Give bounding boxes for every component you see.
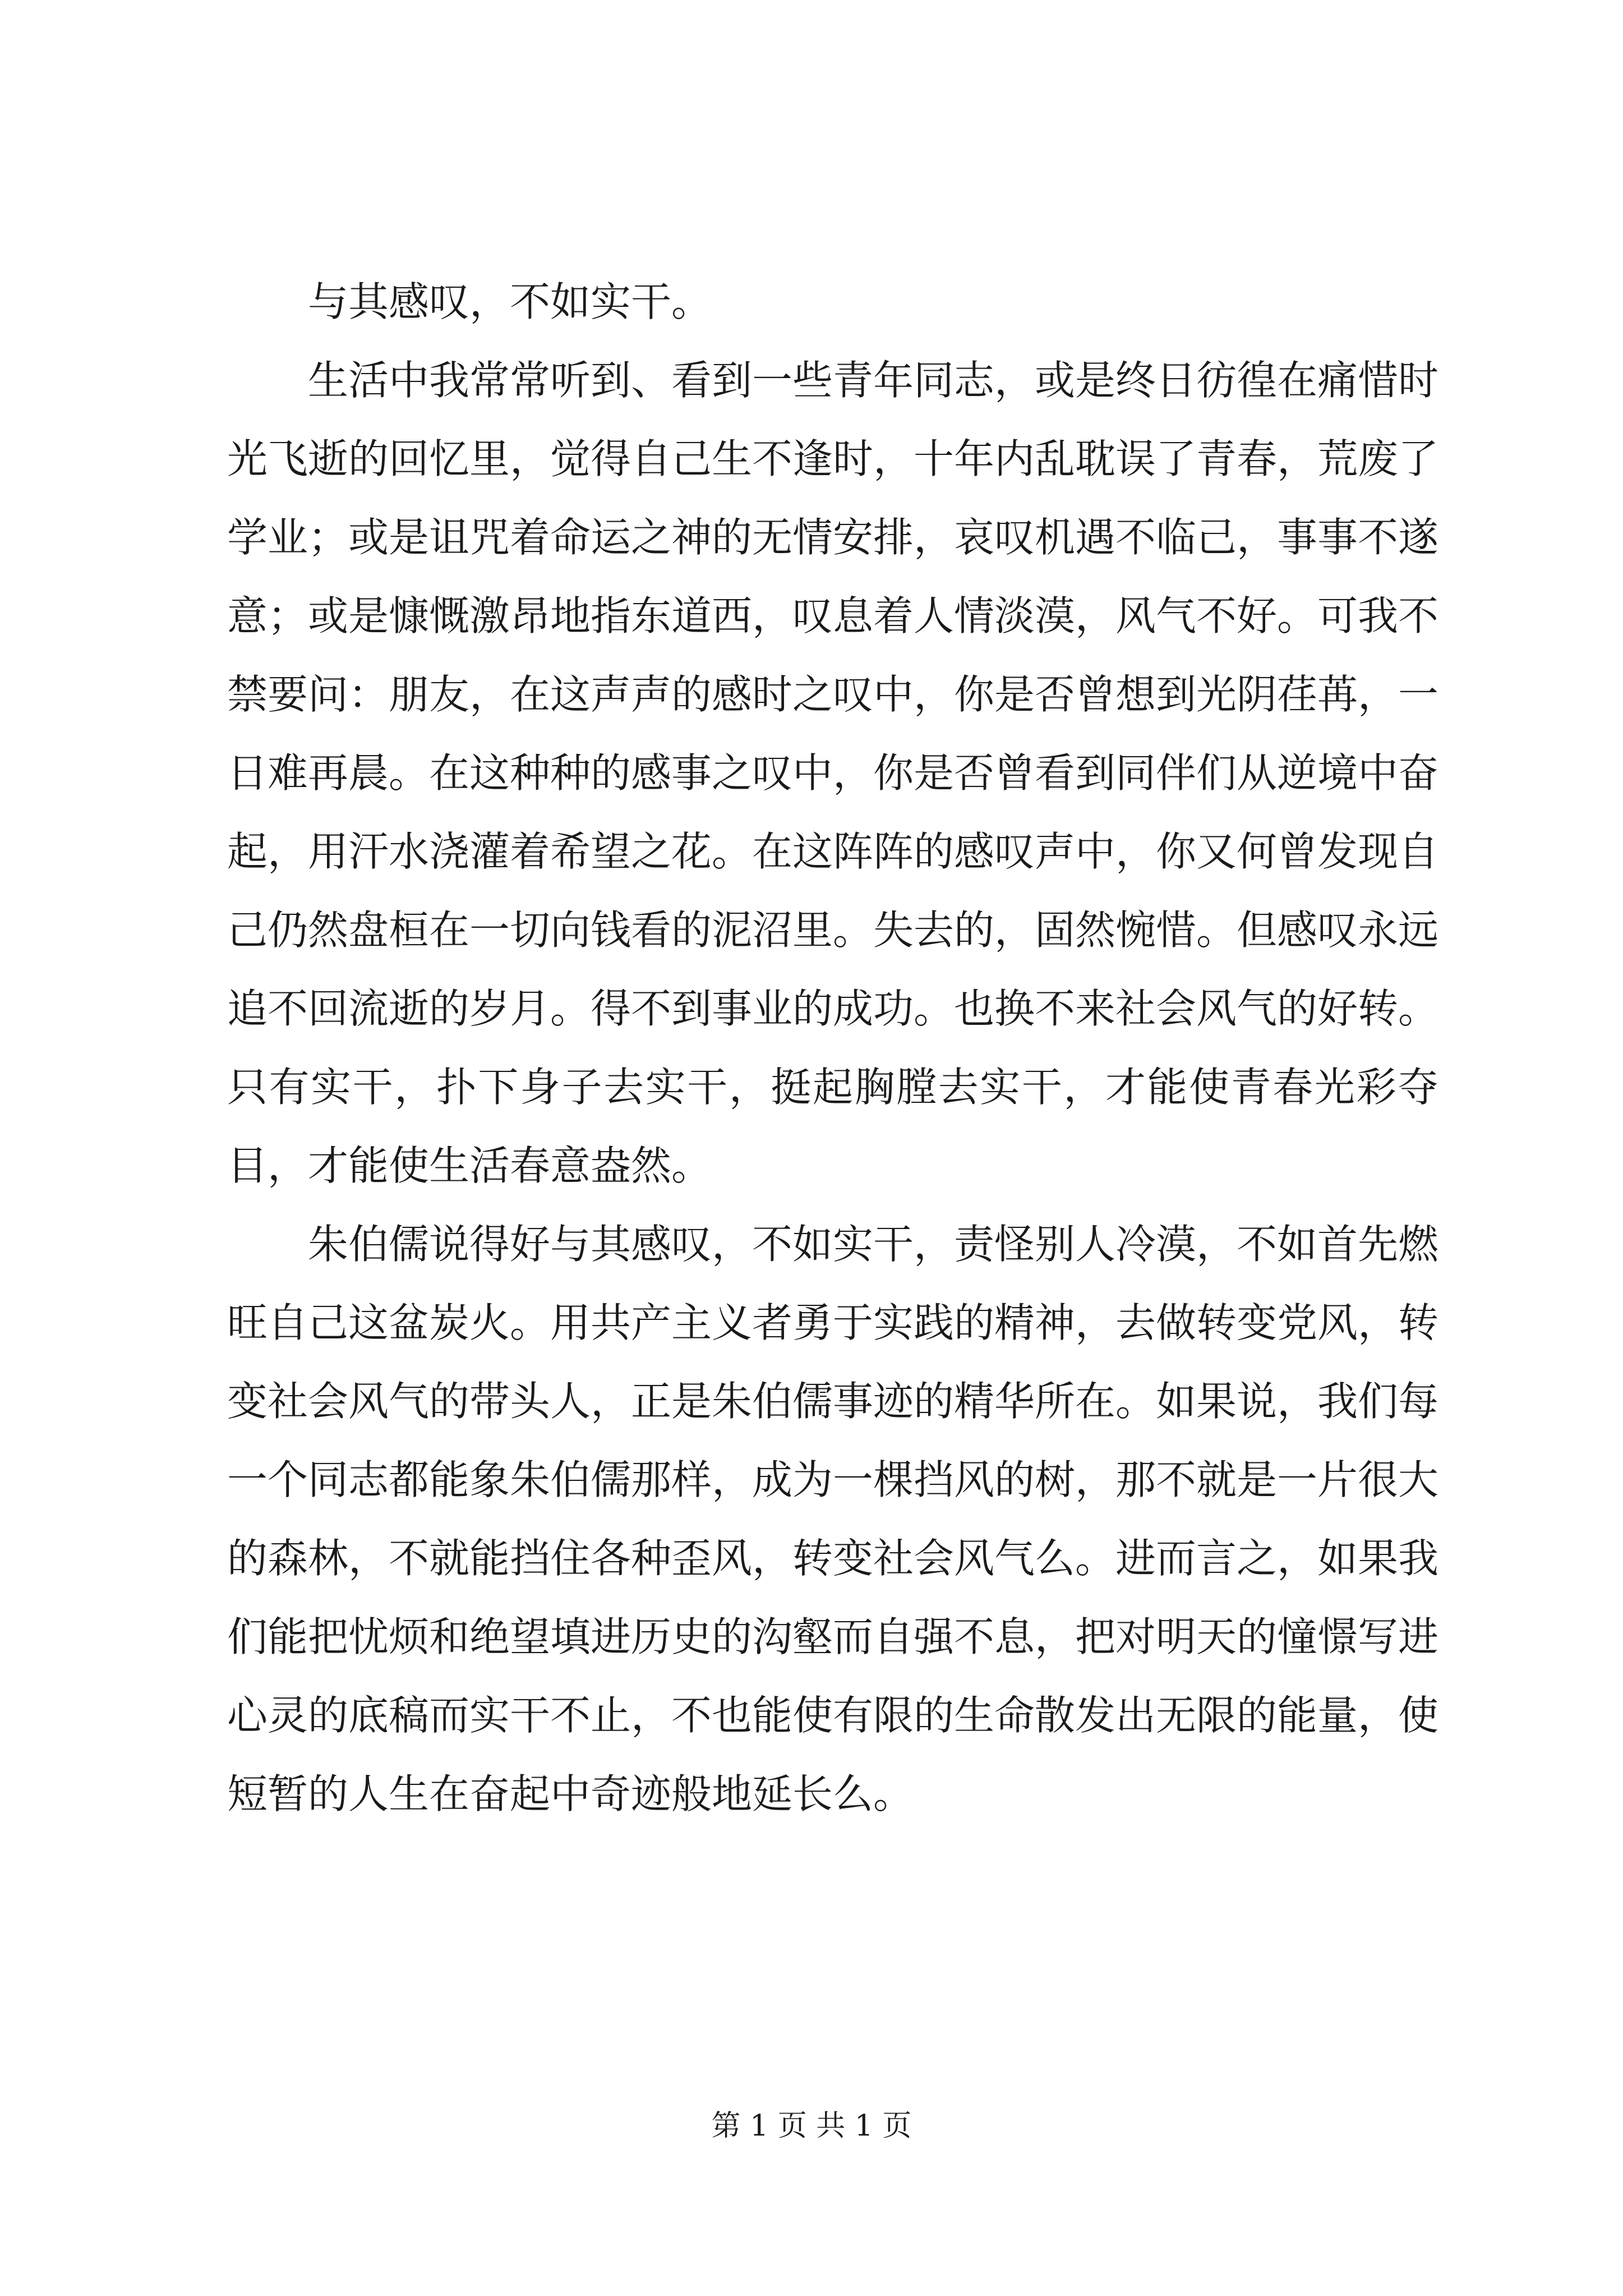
paragraph-3: 朱伯儒说得好与其感叹，不如实干，责怪别人冷漠，不如首先燃旺自己这盆炭火。用共产主义者勇于实践的精神，去做转变党风，转变社会风气的带头人，正是朱伯儒事迹的精华所在。如果说，我们每一个同志都能象朱伯儒那样，成为一棵挡风的树，那不就是一片很大的森林，不就能挡住各种歪风，转变社会风气么。进而言之，如果我们能把忧烦和绝望填进历史的沟壑而自强不息，把对明天的憧憬写进心灵的底稿而实干不止，不也能使有限的生命散发出无限的能量，使短暂的人生在奋起中奇迹般地延长么。 (227, 1221, 1439, 1818)
page-footer: 第 1 页 共 1 页 (711, 2109, 912, 2143)
paragraph-2: 生活中我常常听到、看到一些青年同志，或是终日彷徨在痛惜时光飞逝的回忆里，觉得自己生不逢时，十年内乱耽误了青春，荒废了学业；或是诅咒着命运之神的无情安排，哀叹机遇不临己，事事不遂意；或是慷慨激昂地指东道西，叹息着人情淡漠，风气不好。可我不禁要问：朋友，在这声声的感时之叹中，你是否曾想到光阴荏苒，一日难再晨。在这种种的感事之叹中，你是否曾看到同伴们从逆境中奋起，用汗水浇灌着希望之花。在这阵阵的感叹声中，你又何曾发现自己仍然盘桓在一切向钱看的泥沼里。失去的，固然惋惜。但感叹永远追不回流逝的岁月。得不到事业的成功。也换不来社会风气的好转。只有实干，扑下身子去实干，挺起胸膛去实干，才能使青春光彩夺目，才能使生活春意盎然。 (227, 357, 1439, 1189)
document-body (227, 263, 1438, 1833)
paragraph-1: 与其感叹，不如实干。 (308, 278, 712, 325)
